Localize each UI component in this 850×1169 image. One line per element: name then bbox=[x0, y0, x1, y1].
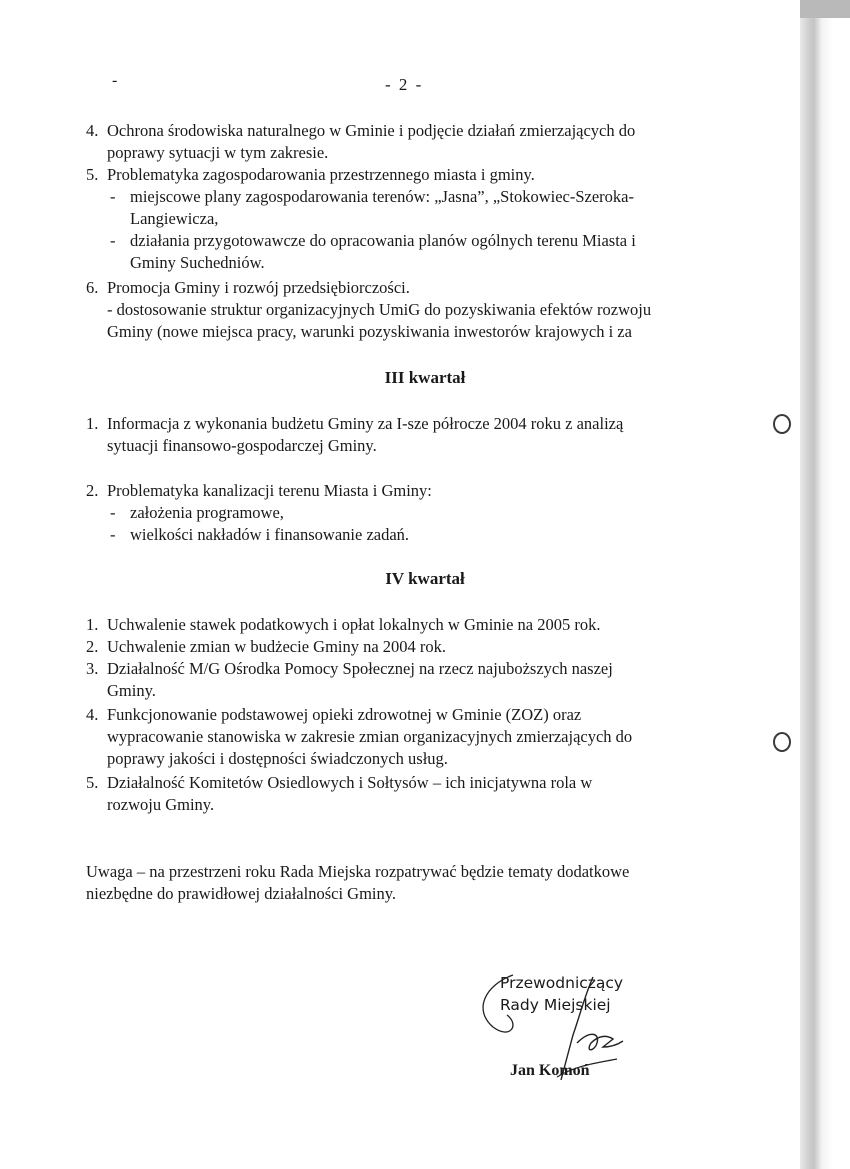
signature-title-line: Rady Miejskiej bbox=[500, 996, 611, 1014]
signature-title-line: Przewodniczący bbox=[500, 974, 624, 992]
punch-hole-upper bbox=[773, 414, 791, 434]
header-dash: - bbox=[112, 72, 118, 89]
note-line: Uwaga – na przestrzeni roku Rada Miejska rozpatrywać będzie tematy dodatkowe bbox=[86, 862, 630, 881]
scan-page-corner bbox=[800, 0, 850, 18]
section-heading: III kwartał bbox=[384, 368, 466, 387]
page-number: - 2 - bbox=[385, 75, 424, 94]
punch-hole-lower bbox=[773, 732, 791, 752]
note-line: niezbędne do prawidłowej działalności Gminy. bbox=[86, 884, 397, 903]
section-heading: IV kwartał bbox=[385, 569, 465, 588]
signatory-name: Jan Komoń bbox=[510, 1062, 590, 1079]
